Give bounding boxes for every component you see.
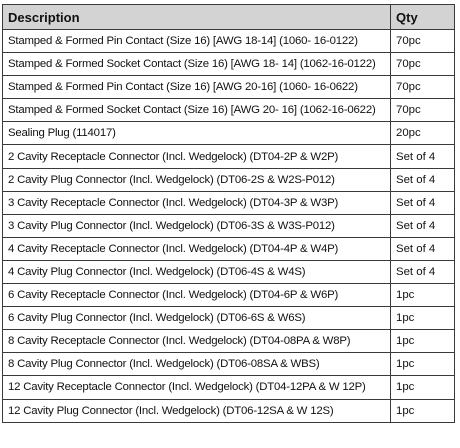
table-row (3, 284, 455, 307)
table-row (3, 191, 455, 214)
table-row (3, 53, 455, 76)
table-row (3, 99, 455, 122)
qty-cell: Set of 4 (391, 168, 455, 191)
header-qty: Qty (391, 5, 455, 30)
table-row (3, 145, 455, 168)
table-row (3, 353, 455, 376)
qty-cell: Set of 4 (391, 260, 455, 283)
description-cell: 3 Cavity Plug Connector (Incl. Wedgelock) (DT06-3S & W3S-P012) (3, 214, 391, 237)
table-row (3, 330, 455, 353)
table-row (3, 122, 455, 145)
description-cell: Stamped & Formed Pin Contact (Size 16) [AWG 20-16] (1060- 16-0622) (3, 76, 391, 99)
table-row (3, 76, 455, 99)
header-row (3, 5, 455, 30)
table-row (3, 237, 455, 260)
table-row (3, 30, 455, 53)
description-cell: 12 Cavity Plug Connector (Incl. Wedgelock) (DT06-12SA & W 12S) (3, 399, 391, 422)
qty-cell: Set of 4 (391, 145, 455, 168)
table-row (3, 214, 455, 237)
qty-cell: Set of 4 (391, 191, 455, 214)
header-description: Description (3, 5, 391, 30)
qty-cell: 1pc (391, 330, 455, 353)
description-cell: Stamped & Formed Socket Contact (Size 16) [AWG 20- 16] (1062-16-0622) (3, 99, 391, 122)
description-cell: Stamped & Formed Socket Contact (Size 16) [AWG 18- 14] (1062-16-0122) (3, 53, 391, 76)
description-cell: 2 Cavity Receptacle Connector (Incl. Wedgelock) (DT04-2P & W2P) (3, 145, 391, 168)
parts-table-container (2, 4, 454, 446)
table-row (3, 168, 455, 191)
description-cell: Sealing Plug (114017) (3, 122, 391, 145)
description-cell: 6 Cavity Plug Connector (Incl. Wedgelock) (DT06-6S & W6S) (3, 307, 391, 330)
qty-cell: 70pc (391, 99, 455, 122)
table-row (3, 399, 455, 422)
qty-cell: Set of 4 (391, 237, 455, 260)
description-cell: 12 Cavity Receptacle Connector (Incl. Wedgelock) (DT04-12PA & W 12P) (3, 376, 391, 399)
qty-cell: Set of 4 (391, 214, 455, 237)
description-cell: 3 Cavity Receptacle Connector (Incl. Wedgelock) (DT04-3P & W3P) (3, 191, 391, 214)
description-cell: 2 Cavity Plug Connector (Incl. Wedgelock) (DT06-2S & W2S-P012) (3, 168, 391, 191)
table-row (3, 376, 455, 399)
qty-cell: 1pc (391, 284, 455, 307)
qty-cell: 20pc (391, 122, 455, 145)
table-row (3, 260, 455, 283)
description-cell: 4 Cavity Plug Connector (Incl. Wedgelock) (DT06-4S & W4S) (3, 260, 391, 283)
table-row (3, 307, 455, 330)
description-cell: 8 Cavity Plug Connector (Incl. Wedgelock) (DT06-08SA & WBS) (3, 353, 391, 376)
qty-cell: 70pc (391, 76, 455, 99)
description-cell: Stamped & Formed Pin Contact (Size 16) [AWG 18-14] (1060- 16-0122) (3, 30, 391, 53)
qty-cell: 1pc (391, 399, 455, 422)
description-cell: 8 Cavity Receptacle Connector (Incl. Wedgelock) (DT04-08PA & W8P) (3, 330, 391, 353)
description-cell: 4 Cavity Receptacle Connector (Incl. Wedgelock) (DT04-4P & W4P) (3, 237, 391, 260)
qty-cell: 1pc (391, 307, 455, 330)
qty-cell: 70pc (391, 53, 455, 76)
qty-cell: 70pc (391, 30, 455, 53)
parts-table (2, 4, 455, 423)
description-cell: 6 Cavity Receptacle Connector (Incl. Wedgelock) (DT04-6P & W6P) (3, 284, 391, 307)
qty-cell: 1pc (391, 376, 455, 399)
qty-cell: 1pc (391, 353, 455, 376)
